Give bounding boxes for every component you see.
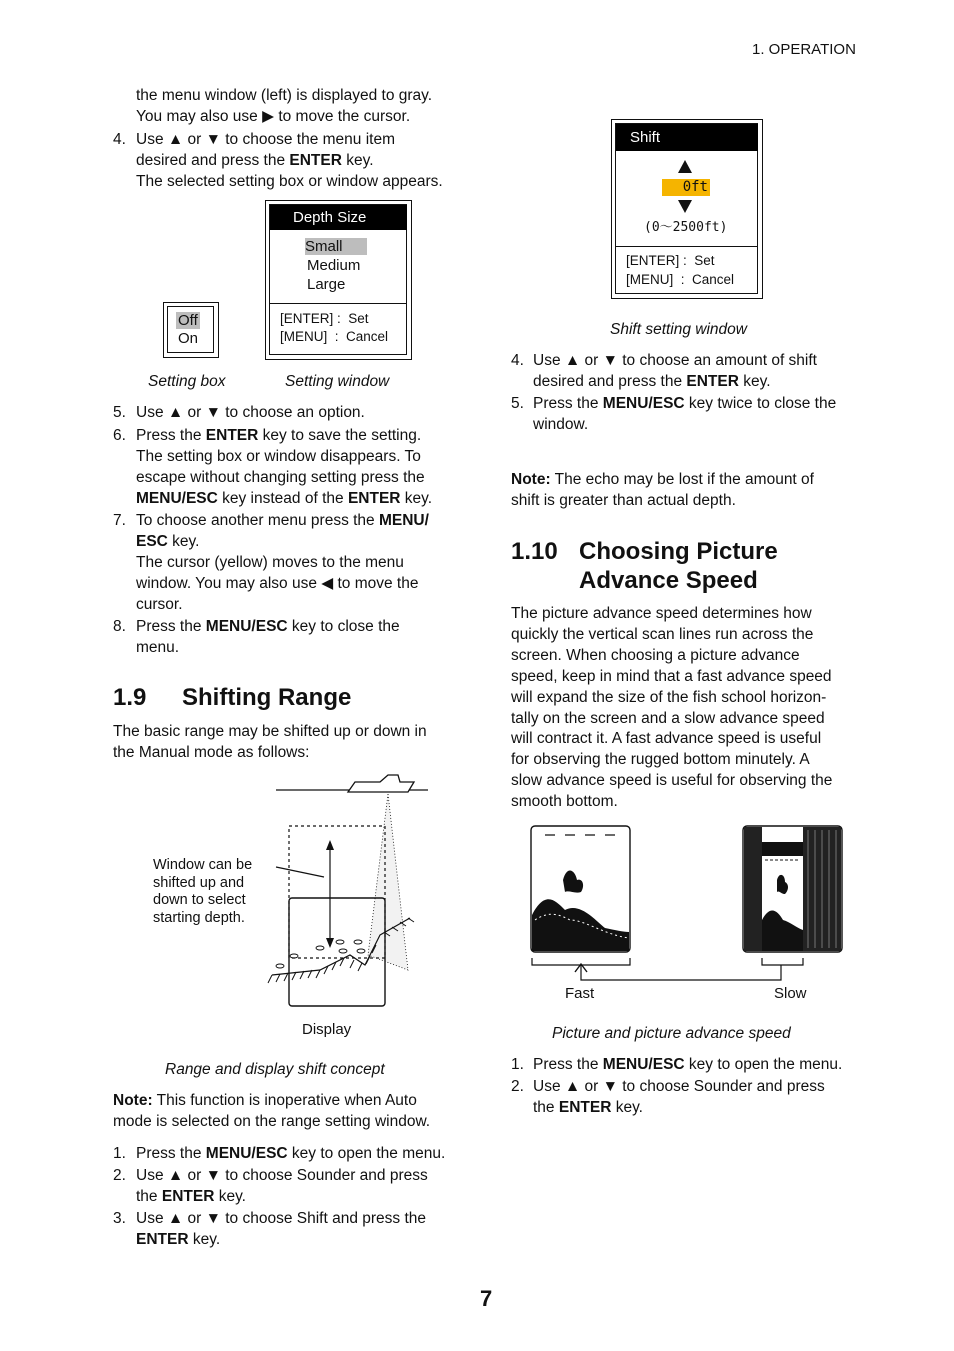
down-arrow-icon <box>678 200 692 213</box>
step-text-line: Use ▲ or ▼ to choose Sounder and press <box>136 1167 428 1184</box>
step-number: 3. <box>113 1210 126 1227</box>
shift-window-foot-1: [ENTER] : Set <box>626 253 715 268</box>
step-text-line: the ENTER key. <box>136 1188 246 1205</box>
step-text-line: desired and press the ENTER key. <box>533 373 771 390</box>
step-text-line: The selected setting box or window appears. <box>136 173 443 190</box>
setting-window-foot-1: [ENTER] : Set <box>280 311 369 326</box>
note-right-2: shift is greater than actual depth. <box>511 492 736 509</box>
option-large: Large <box>307 276 346 293</box>
section-1-10-number: 1.10 <box>511 538 558 565</box>
step-text-line: Press the MENU/ESC key to close the <box>136 618 400 635</box>
sec10-body-line: The picture advance speed determines how <box>511 605 812 622</box>
step-text-line: cursor. <box>136 596 183 613</box>
step-text-line: Press the MENU/ESC key to open the menu. <box>136 1145 446 1162</box>
note-left-1: Note: This function is inoperative when Auto <box>113 1092 417 1109</box>
step-text-line: ENTER key. <box>136 1231 221 1248</box>
diagram-label: Window can be shifted up and down to select starting depth. <box>153 857 253 926</box>
sec10-body-line: for observing the rugged bottom minutely. A <box>511 751 810 769</box>
running-header: 1. OPERATION <box>752 41 856 58</box>
note-right-1: Note: The echo may be lost if the amount of <box>511 471 814 488</box>
setting-box-off: Off <box>178 312 198 329</box>
step-text-line: Use ▲ or ▼ to choose an amount of shift <box>533 352 817 369</box>
step-text-line: ESC key. <box>136 533 200 550</box>
intro-line-2: You may also use ▶ to move the cursor. <box>136 108 411 125</box>
shift-window-caption: Shift setting window <box>610 321 747 338</box>
step-number: 5. <box>113 404 126 421</box>
step-number: 1. <box>113 1145 126 1162</box>
step-text-line: the ENTER key. <box>533 1099 643 1116</box>
sec10-body-line: screen. When choosing a picture advance <box>511 646 800 664</box>
setting-box <box>163 302 219 358</box>
step-text-line: window. You may also use ◀ to move the <box>136 575 419 592</box>
sec10-body-line: quickly the vertical scan lines run across the <box>511 625 814 643</box>
option-medium: Medium <box>307 257 361 274</box>
shift-window-foot-2: [MENU] : Cancel <box>626 272 735 287</box>
setting-box-on: On <box>178 330 199 347</box>
step-text-line: window. <box>533 416 589 433</box>
section-1-9-number: 1.9 <box>113 684 147 711</box>
step-text-line: The cursor (yellow) moves to the menu <box>136 554 404 571</box>
step-number: 4. <box>113 131 126 148</box>
step-text-line: escape without changing setting press the <box>136 469 425 486</box>
step-number: 6. <box>113 427 126 444</box>
option-small: Small <box>305 238 367 255</box>
setting-window-title: Depth Size <box>270 205 407 230</box>
page-number: 7 <box>480 1286 493 1311</box>
step-number: 4. <box>511 352 524 369</box>
up-arrow-icon <box>678 160 692 173</box>
boat-icon <box>348 775 414 792</box>
section-1-10-title-1: Choosing Picture <box>579 538 778 565</box>
step-text-line: The setting box or window disappears. To <box>136 448 421 465</box>
sec10-body-line: tally on the screen and a slow advance speed <box>511 709 825 727</box>
step-number: 5. <box>511 395 524 412</box>
sec10-body-line: will contract it. A fast advance speed is useful <box>511 730 822 748</box>
sec9-body-1: The basic range may be shifted up or down in <box>113 723 427 740</box>
intro-line-1: the menu window (left) is displayed to gray. <box>136 87 433 104</box>
step-text-line: menu. <box>136 639 180 656</box>
setting-window-caption: Setting window <box>285 373 390 390</box>
step-text-line: Use ▲ or ▼ to choose Shift and press the <box>136 1210 427 1227</box>
sec10-body-line: smooth bottom. <box>511 793 618 811</box>
shift-window-title: Shift <box>616 124 758 151</box>
display-label: Display <box>302 1021 352 1038</box>
step-number: 1. <box>511 1056 524 1073</box>
sec10-body-line: slow advance speed is useful for observing the <box>511 772 833 790</box>
step-text-line: Press the ENTER key to save the setting. <box>136 427 422 444</box>
step-text-line: Press the MENU/ESC key twice to close the <box>533 395 837 412</box>
picture-advance-figure <box>525 820 855 995</box>
step-number: 2. <box>511 1078 524 1095</box>
step-number: 7. <box>113 512 126 529</box>
step-number: 2. <box>113 1167 126 1184</box>
note-left-2: mode is selected on the range setting window. <box>113 1113 431 1130</box>
step-text-line: MENU/ESC key instead of the ENTER key. <box>136 490 433 507</box>
slow-label: Slow <box>774 985 807 1002</box>
shift-window <box>611 119 763 299</box>
diagram-caption: Range and display shift concept <box>165 1061 385 1078</box>
shift-range: (0～2500ft) <box>644 220 728 235</box>
sec9-body-2: the Manual mode as follows: <box>113 744 310 761</box>
range-shift-diagram <box>260 770 450 1020</box>
step-text-line: To choose another menu press the MENU/ <box>136 512 429 529</box>
section-1-10-title-2: Advance Speed <box>579 567 758 594</box>
step-text-line: Use ▲ or ▼ to choose the menu item <box>136 131 395 148</box>
figure-caption: Picture and picture advance speed <box>552 1025 791 1042</box>
step-number: 8. <box>113 618 126 635</box>
section-1-9-title: Shifting Range <box>182 684 352 711</box>
step-text-line: Press the MENU/ESC key to open the menu. <box>533 1056 843 1073</box>
sec10-body-line: will expand the size of the fish school horizon- <box>511 688 827 706</box>
fast-label: Fast <box>565 985 595 1002</box>
step-text-line: Use ▲ or ▼ to choose an option. <box>136 404 365 421</box>
setting-window-foot-2: [MENU] : Cancel <box>280 329 389 344</box>
sec10-body-line: speed, keep in mind that a fast advance speed <box>511 667 832 685</box>
step-text-line: Use ▲ or ▼ to choose Sounder and press <box>533 1078 825 1095</box>
setting-window <box>265 200 412 360</box>
shift-value: 0ft <box>662 179 710 196</box>
step-text-line: desired and press the ENTER key. <box>136 152 374 169</box>
setting-box-caption: Setting box <box>148 373 226 390</box>
